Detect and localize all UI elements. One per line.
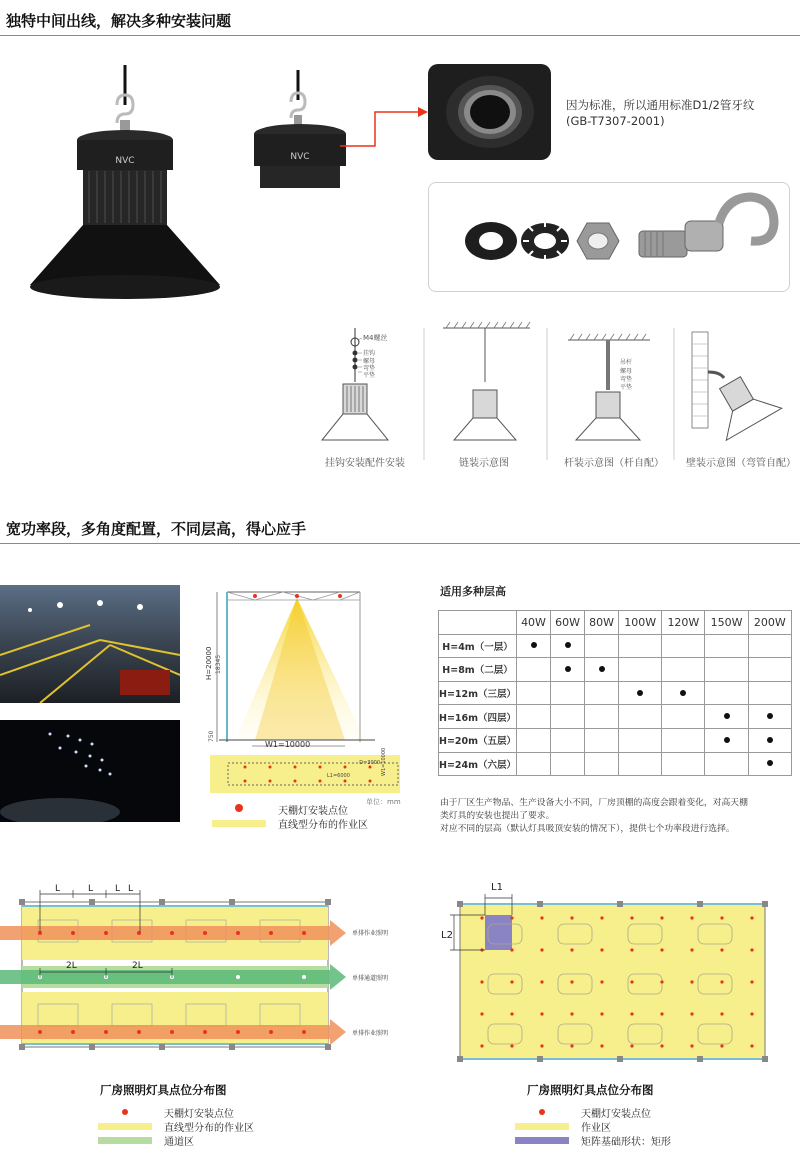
applicable-dot-icon bbox=[637, 690, 643, 696]
mount-point-dot bbox=[690, 916, 693, 919]
table-cell bbox=[517, 634, 551, 658]
row-label: H=16m（四层） bbox=[439, 705, 517, 729]
table-cell bbox=[705, 728, 748, 752]
mount-point-dot bbox=[720, 948, 723, 951]
red-dot-icon bbox=[212, 804, 266, 815]
table-cell bbox=[662, 705, 705, 729]
table-cell bbox=[551, 705, 585, 729]
arrow-label-middle: 单排通道照明 bbox=[352, 975, 389, 982]
dim-2l-1: 2L bbox=[66, 961, 77, 971]
mount-point-dot bbox=[600, 948, 603, 951]
divider bbox=[0, 543, 800, 544]
description-line: 由于厂区生产物品、生产设备大小不同，厂房顶棚的高度会跟着变化，对高天棚 bbox=[440, 798, 748, 808]
mount-point-dot bbox=[510, 1044, 513, 1047]
table-row bbox=[439, 752, 792, 776]
mount-point-dot bbox=[510, 916, 513, 919]
mount-point-dot bbox=[540, 916, 543, 919]
mount-point-dot bbox=[510, 1012, 513, 1015]
applicable-dot-icon bbox=[724, 737, 730, 743]
mount-point-dot bbox=[750, 916, 753, 919]
legend-label: 天棚灯安装点位 bbox=[164, 1108, 234, 1120]
dim-l4: L bbox=[128, 884, 134, 894]
mount-point-dot bbox=[540, 1012, 543, 1015]
dim-l3: L bbox=[115, 884, 121, 894]
mount-point-dot bbox=[690, 1012, 693, 1015]
description bbox=[440, 797, 796, 836]
svg-text:螺母: 螺母 bbox=[620, 368, 633, 375]
dim-l2-label: L2 bbox=[441, 930, 453, 941]
linear-layout-plan bbox=[0, 880, 400, 1065]
table-cell bbox=[705, 658, 748, 682]
applicable-dot-icon bbox=[767, 737, 773, 743]
mount-point-dot bbox=[660, 980, 663, 983]
legend-work-zone bbox=[98, 1119, 254, 1133]
purple-swatch bbox=[515, 1137, 569, 1144]
applicable-dot-icon bbox=[599, 666, 605, 672]
table-row bbox=[439, 634, 792, 658]
legend-label: 直线型分布的作业区 bbox=[278, 819, 368, 831]
mount-point-dot bbox=[570, 980, 573, 983]
table-cell bbox=[585, 681, 619, 705]
table-cell bbox=[619, 728, 662, 752]
description-line: 对应不同的层高（默认灯具吸顶安装的情况下），提供七个功率段进行选择。 bbox=[440, 824, 735, 834]
table-cell bbox=[662, 681, 705, 705]
yellow-swatch bbox=[212, 820, 266, 827]
mount-point-dot bbox=[540, 1044, 543, 1047]
svg-text:螺母: 螺母 bbox=[363, 358, 376, 365]
table-cell bbox=[662, 728, 705, 752]
highbay-lamp-large bbox=[25, 65, 225, 315]
mount-point-dot bbox=[660, 1012, 663, 1015]
table-cell bbox=[705, 681, 748, 705]
mount-point-dot bbox=[600, 1044, 603, 1047]
caption-wall: 壁装示意图（弯管自配） bbox=[686, 458, 796, 469]
legend-work-zone bbox=[212, 816, 368, 830]
table-cell bbox=[619, 634, 662, 658]
pointer-arrow bbox=[340, 98, 430, 158]
mount-point-dot bbox=[570, 1044, 573, 1047]
caption-chain: 链装示意图 bbox=[459, 458, 509, 469]
table-cell bbox=[619, 752, 662, 776]
table-cell bbox=[551, 752, 585, 776]
night-lights-photo bbox=[0, 720, 180, 822]
mount-point-dot bbox=[750, 980, 753, 983]
mount-point-dot bbox=[630, 1012, 633, 1015]
column-header: 40W bbox=[517, 611, 551, 635]
table-cell bbox=[748, 658, 791, 682]
table-cell bbox=[748, 728, 791, 752]
column-header: 150W bbox=[705, 611, 748, 635]
factory-photo bbox=[0, 585, 180, 703]
table-cell bbox=[551, 681, 585, 705]
right-plan-title: 厂房照明灯具点位分布图 bbox=[527, 1083, 654, 1097]
thread-note-line2: (GB-T7307-2001) bbox=[566, 114, 665, 128]
table-cell bbox=[705, 705, 748, 729]
svg-text:吊杆: 吊杆 bbox=[620, 359, 633, 366]
applicable-dot-icon bbox=[767, 713, 773, 719]
table-cell bbox=[705, 634, 748, 658]
legend-mount-point bbox=[515, 1105, 671, 1119]
red-dot-icon bbox=[98, 1107, 152, 1118]
column-header: 60W bbox=[551, 611, 585, 635]
accessories-card bbox=[428, 182, 790, 292]
plan-d-label: D=3000 bbox=[359, 760, 380, 766]
column-header: 120W bbox=[662, 611, 705, 635]
height-power-table bbox=[438, 610, 792, 776]
dim-l2: L bbox=[88, 884, 94, 894]
applicable-dot-icon bbox=[565, 642, 571, 648]
plan-w1-label: W1=10000 bbox=[381, 747, 387, 776]
legend-aisle bbox=[98, 1133, 254, 1147]
applicable-dot-icon bbox=[531, 642, 537, 648]
mount-point-dot bbox=[480, 1012, 483, 1015]
row-label: H=24m（六层） bbox=[439, 752, 517, 776]
table-title: 适用多种层高 bbox=[440, 585, 506, 598]
plan-l1-label: L1=6000 bbox=[327, 773, 350, 779]
mount-point-dot bbox=[660, 1044, 663, 1047]
table-cell bbox=[517, 681, 551, 705]
dim-l1-label: L1 bbox=[491, 882, 503, 893]
table-cell bbox=[551, 658, 585, 682]
applicable-dot-icon bbox=[565, 666, 571, 672]
legend-work-zone bbox=[515, 1119, 671, 1133]
legend-label: 天棚灯安装点位 bbox=[581, 1108, 651, 1120]
mount-point-dot bbox=[600, 916, 603, 919]
red-dot-icon bbox=[515, 1107, 569, 1118]
brand-logo: NVC bbox=[115, 156, 135, 166]
mount-point-dot bbox=[720, 1012, 723, 1015]
caption-hook: 挂钩安装配件安装 bbox=[325, 458, 405, 469]
svg-text:弯垫: 弯垫 bbox=[363, 365, 376, 372]
table-cell bbox=[662, 658, 705, 682]
mount-point-dot bbox=[540, 980, 543, 983]
section1-title: 独特中间出线，解决多种安装问题 bbox=[6, 12, 232, 30]
row-label: H=8m（二层） bbox=[439, 658, 517, 682]
svg-text:弯垫: 弯垫 bbox=[620, 376, 633, 383]
table-cell bbox=[619, 681, 662, 705]
mount-point-dot bbox=[570, 948, 573, 951]
height-sublabel: 18345 bbox=[215, 654, 222, 674]
mount-point-dot bbox=[510, 948, 513, 951]
row-label: H=12m（三层） bbox=[439, 681, 517, 705]
table-cell bbox=[585, 752, 619, 776]
mount-point-dot bbox=[690, 1044, 693, 1047]
corner-cell bbox=[439, 611, 517, 635]
table-cell bbox=[662, 634, 705, 658]
description-line: 类灯具的安装也提出了要求。 bbox=[440, 811, 555, 821]
accessories-illustration bbox=[429, 183, 791, 293]
mount-point-dot bbox=[630, 1044, 633, 1047]
mount-point-dot bbox=[660, 916, 663, 919]
mount-point-dot bbox=[630, 948, 633, 951]
legend-label: 作业区 bbox=[581, 1122, 611, 1134]
table-cell bbox=[551, 728, 585, 752]
applicable-dot-icon bbox=[680, 690, 686, 696]
mount-point-dot bbox=[750, 1012, 753, 1015]
arrow-label-bottom: 单排作业照明 bbox=[352, 1030, 389, 1037]
mount-point-dot bbox=[660, 948, 663, 951]
legend-mount-point bbox=[212, 802, 368, 816]
table-cell bbox=[748, 634, 791, 658]
column-header: 200W bbox=[748, 611, 791, 635]
legend-mount-point bbox=[98, 1105, 254, 1119]
base-height-label: 750 bbox=[208, 730, 215, 742]
table-cell bbox=[662, 752, 705, 776]
arrow-label-top: 单排作业照明 bbox=[352, 930, 389, 937]
elevation-diagram bbox=[205, 580, 405, 755]
table-cell bbox=[585, 658, 619, 682]
table-cell bbox=[748, 681, 791, 705]
caption-rod: 杆装示意图（杆自配） bbox=[564, 458, 664, 469]
installation-diagrams bbox=[300, 320, 800, 470]
mount-point-dot bbox=[570, 1012, 573, 1015]
applicable-dot-icon bbox=[767, 760, 773, 766]
height-label: H=20000 bbox=[205, 646, 213, 680]
mount-point-dot bbox=[720, 980, 723, 983]
table-cell bbox=[619, 705, 662, 729]
left-plan-title: 厂房照明灯具点位分布图 bbox=[100, 1083, 227, 1097]
mount-point-dot bbox=[570, 916, 573, 919]
thread-note-line1: 因为标准，所以通用标准D1/2管牙纹 bbox=[566, 98, 755, 112]
mount-point-dot bbox=[600, 980, 603, 983]
table-cell bbox=[619, 658, 662, 682]
table-cell bbox=[585, 634, 619, 658]
mount-point-dot bbox=[600, 1012, 603, 1015]
mount-point-dot bbox=[720, 1044, 723, 1047]
svg-text:挂钩: 挂钩 bbox=[363, 350, 376, 357]
table-row bbox=[439, 658, 792, 682]
table-cell bbox=[705, 752, 748, 776]
mount-point-dot bbox=[630, 980, 633, 983]
svg-text:NVC: NVC bbox=[290, 152, 310, 162]
table-cell bbox=[517, 728, 551, 752]
divider bbox=[0, 35, 800, 36]
mount-point-dot bbox=[540, 948, 543, 951]
legend-label: 通道区 bbox=[164, 1136, 194, 1148]
table-row bbox=[439, 705, 792, 729]
table-cell bbox=[517, 705, 551, 729]
yellow-swatch bbox=[98, 1123, 152, 1130]
mount-point-dot bbox=[750, 1044, 753, 1047]
mount-point-dot bbox=[690, 980, 693, 983]
table-cell bbox=[517, 658, 551, 682]
dim-l1: L bbox=[55, 884, 61, 894]
table-cell bbox=[585, 728, 619, 752]
legend-label: 直线型分布的作业区 bbox=[164, 1122, 254, 1134]
legend-matrix-shape bbox=[515, 1133, 671, 1147]
thread-photo bbox=[428, 64, 551, 160]
svg-text:平垫: 平垫 bbox=[620, 384, 633, 391]
mount-point-dot bbox=[630, 916, 633, 919]
row-label: H=20m（五层） bbox=[439, 728, 517, 752]
table-cell bbox=[748, 752, 791, 776]
legend-label: 天棚灯安装点位 bbox=[278, 805, 348, 817]
table-cell bbox=[551, 634, 585, 658]
svg-text:M4螺丝: M4螺丝 bbox=[363, 334, 388, 342]
unit-label: 单位：mm bbox=[366, 798, 401, 806]
mount-point-dot bbox=[750, 948, 753, 951]
table-cell bbox=[585, 705, 619, 729]
mount-point-dot bbox=[480, 980, 483, 983]
table-cell bbox=[517, 752, 551, 776]
width-label: W1=10000 bbox=[265, 740, 311, 749]
table-cell bbox=[748, 705, 791, 729]
mount-point-dot bbox=[510, 980, 513, 983]
column-header: 80W bbox=[585, 611, 619, 635]
table-row bbox=[439, 681, 792, 705]
dim-2l-2: 2L bbox=[132, 961, 143, 971]
yellow-swatch bbox=[515, 1123, 569, 1130]
mount-point-dot bbox=[480, 1044, 483, 1047]
svg-text:平垫: 平垫 bbox=[363, 372, 376, 379]
matrix-layout-plan bbox=[440, 880, 780, 1065]
column-header: 100W bbox=[619, 611, 662, 635]
applicable-dot-icon bbox=[724, 713, 730, 719]
section2-title: 宽功率段，多角度配置，不同层高，得心应手 bbox=[6, 520, 307, 538]
mount-point-dot bbox=[480, 916, 483, 919]
mount-point-dot bbox=[690, 948, 693, 951]
green-swatch bbox=[98, 1137, 152, 1144]
mount-point-dot bbox=[720, 916, 723, 919]
table-row bbox=[439, 728, 792, 752]
legend-label: 矩阵基础形状：矩形 bbox=[581, 1136, 671, 1148]
row-label: H=4m（一层） bbox=[439, 634, 517, 658]
